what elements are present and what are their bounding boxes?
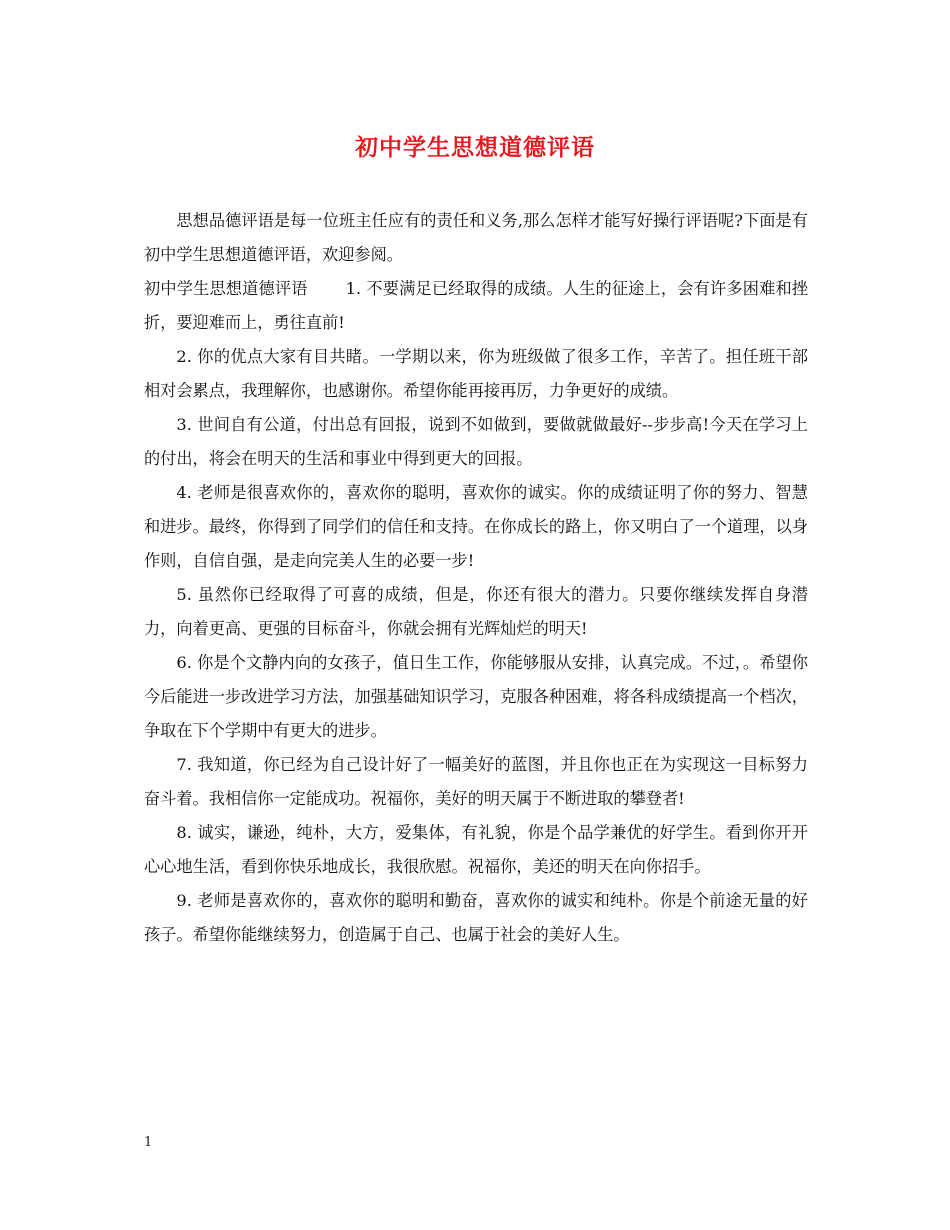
item-9: 9. 老师是喜欢你的，喜欢你的聪明和勤奋，喜欢你的诚实和纯朴。你是个前途无量的好孩子。希望你能继续努力，创造属于自己、也属于社会的美好人生。 bbox=[144, 891, 808, 944]
document-body bbox=[144, 204, 808, 952]
item-5: 5. 虽然你已经取得了可喜的成绩，但是，你还有很大的潜力。只要你继续发挥自身潜力，向着更高、更强的目标奋斗，你就会拥有光辉灿烂的明天! bbox=[144, 585, 808, 638]
item-4: 4. 老师是很喜欢你的，喜欢你的聪明，喜欢你的诚实。你的成绩证明了你的努力、智慧和进步。最终，你得到了同学们的信任和支持。在你成长的路上，你又明白了一个道理，以身作则，自信自强，是走向完美人生的必要一步! bbox=[144, 483, 808, 570]
item-2: 2. 你的优点大家有目共睹。一学期以来，你为班级做了很多工作，辛苦了。担任班干部相对会累点，我理解你，也感谢你。希望你能再接再厉，力争更好的成绩。 bbox=[144, 347, 808, 400]
document-title: 初中学生思想道德评语 bbox=[355, 134, 595, 161]
section-label: 初中学生思想道德评语 bbox=[144, 279, 308, 298]
first-item-paragraph bbox=[144, 272, 808, 340]
page-number: 1 bbox=[144, 1135, 153, 1150]
item-3: 3. 世间自有公道，付出总有回报，说到不如做到，要做就做最好--步步高!今天在学习上的付出，将会在明天的生活和事业中得到更大的回报。 bbox=[144, 415, 808, 468]
item-6: 6. 你是个文静内向的女孩子，值日生工作，你能够服从安排，认真完成。不过，。希望你今后能进一步改进学习方法，加强基础知识学习，克服各种困难，将各科成绩提高一个档次，争取在下个学期中有更大的进步。 bbox=[144, 653, 808, 740]
item-8: 8. 诚实，谦逊，纯朴，大方，爱集体，有礼貌，你是个品学兼优的好学生。看到你开开心心地生活，看到你快乐地成长，我很欣慰。祝福你，美还的明天在向你招手。 bbox=[144, 823, 808, 876]
item-7: 7. 我知道，你已经为自己设计好了一幅美好的蓝图，并且你也正在为实现这一目标努力奋斗着。我相信你一定能成功。祝福你，美好的明天属于不断进取的攀登者! bbox=[144, 755, 808, 808]
intro-paragraph: 思想品德评语是每一位班主任应有的责任和义务,那么怎样才能写好操行评语呢?下面是有初中学生思想道德评语，欢迎参阅。 bbox=[144, 211, 808, 264]
item-1: 1. 不要满足已经取得的成绩。人生的征途上，会有许多困难和挫折，要迎难而上，勇往直前! bbox=[144, 279, 808, 332]
